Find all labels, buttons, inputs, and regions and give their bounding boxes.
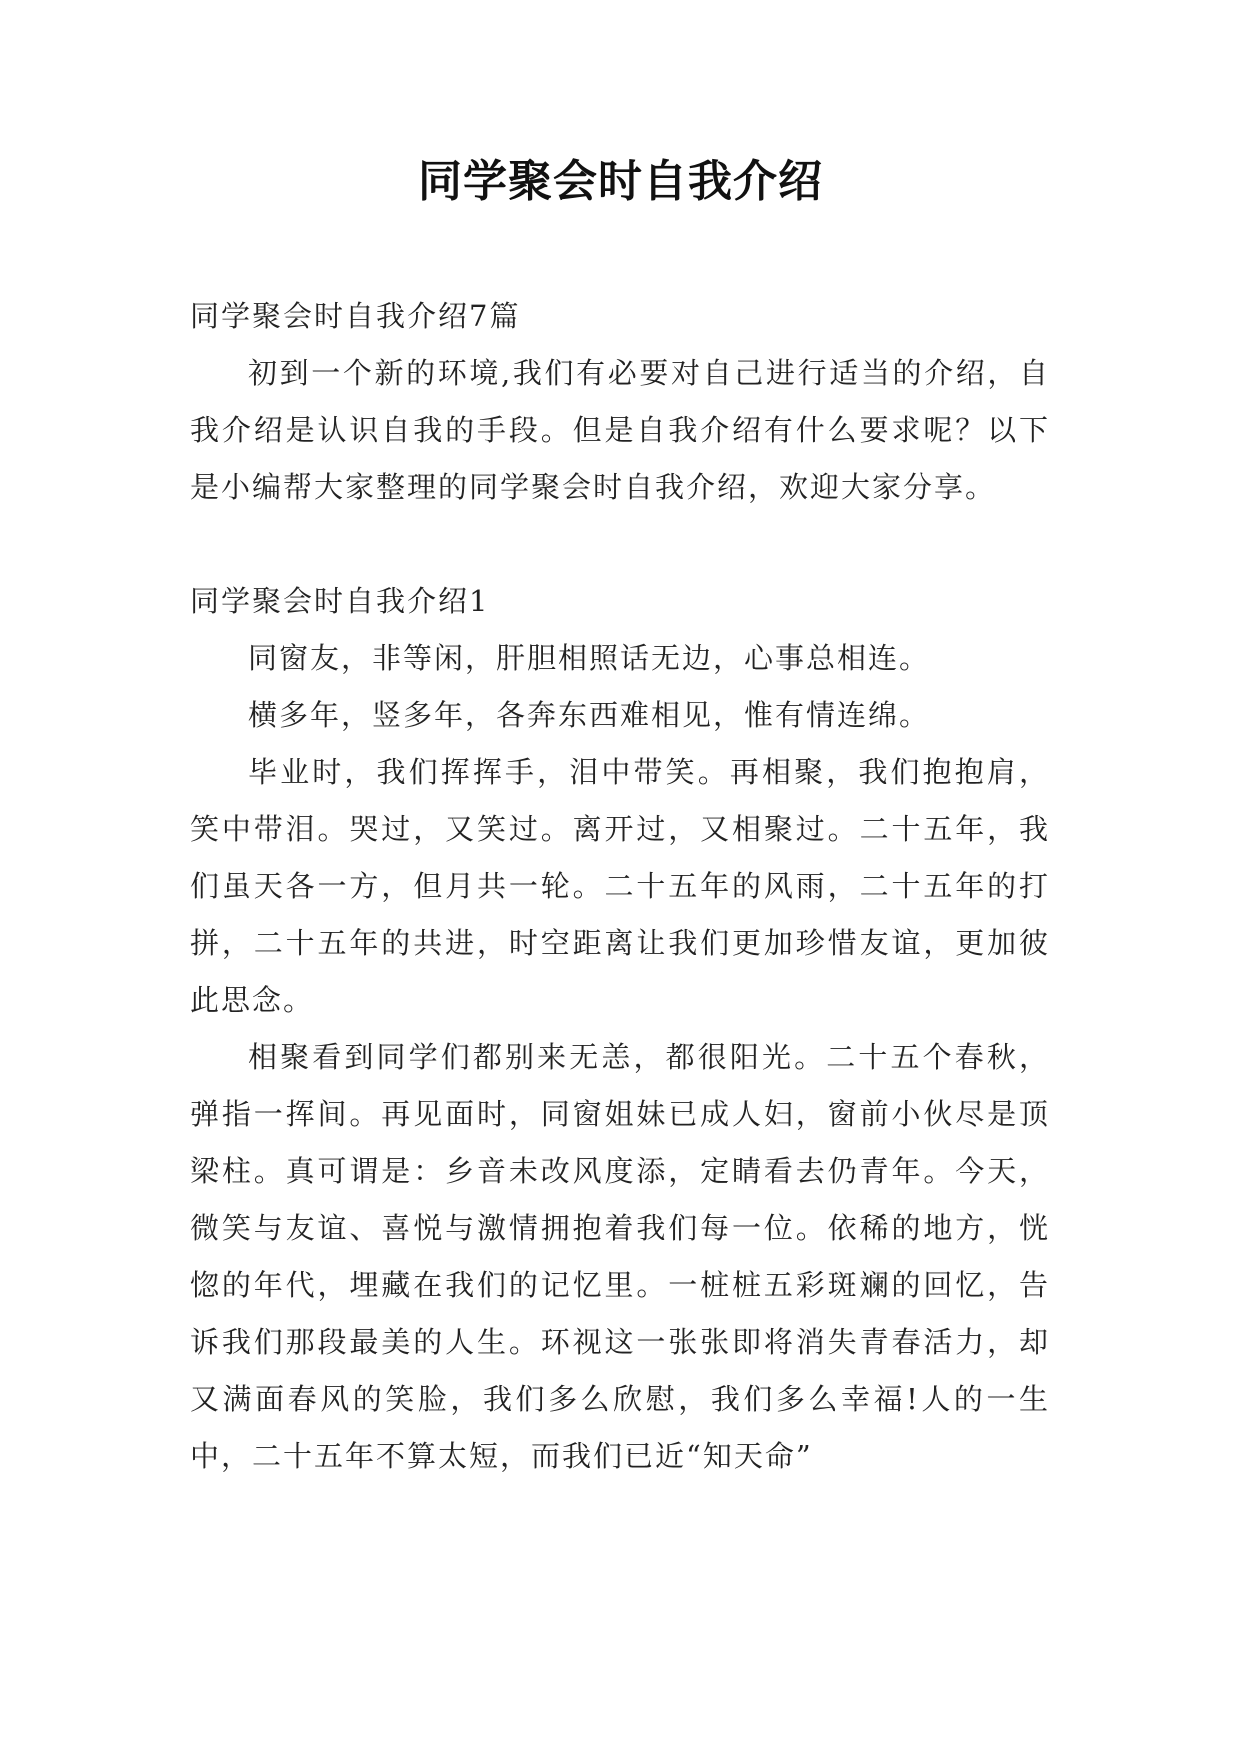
section-heading: 同学聚会时自我介绍1 [190, 584, 490, 618]
body-paragraph: 同窗友，非等闲，肝胆相照话无边，心事总相连。 [248, 641, 931, 675]
body-paragraph: 毕业时，我们挥挥手，泪中带笑。再相聚，我们抱抱肩，笑中带泪。哭过，又笑过。离开过，又相聚过。二十五年，我们虽天各一方，但月共一轮。二十五年的风雨，二十五年的打拼，二十五年的共进，时空距离让我们更加珍惜友谊，更加彼此思念。 [190, 755, 1050, 1017]
intro-paragraph: 初到一个新的环境,我们有必要对自己进行适当的介绍，自我介绍是认识自我的手段。但是自我介绍有什么要求呢？以下是小编帮大家整理的同学聚会时自我介绍，欢迎大家分享。 [190, 356, 1050, 504]
section-spacer [190, 516, 1050, 573]
body-paragraph: 相聚看到同学们都别来无恙，都很阳光。二十五个春秋，弹指一挥间。再见面时，同窗姐妹已成人妇，窗前小伙尽是顶梁柱。真可谓是：乡音未改风度添，定睛看去仍青年。今天，微笑与友谊、喜悦与激情拥抱着我们每一位。依稀的地方，恍惚的年代，埋藏在我们的记忆里。一桩桩五彩斑斓的回忆，告诉我们那段最美的人生。环视这一张张即将消失青春活力，却又满面春风的笑脸，我们多么欣慰，我们多么幸福!人的一生中，二十五年不算太短，而我们已近“知天命” [190, 1040, 1050, 1473]
document-title: 同学聚会时自我介绍 [418, 156, 823, 207]
body-paragraph: 横多年，竖多年，各奔东西难相见，惟有情连绵。 [248, 698, 931, 732]
document-body [190, 288, 1050, 1485]
document-subtitle: 同学聚会时自我介绍7篇 [190, 299, 521, 333]
